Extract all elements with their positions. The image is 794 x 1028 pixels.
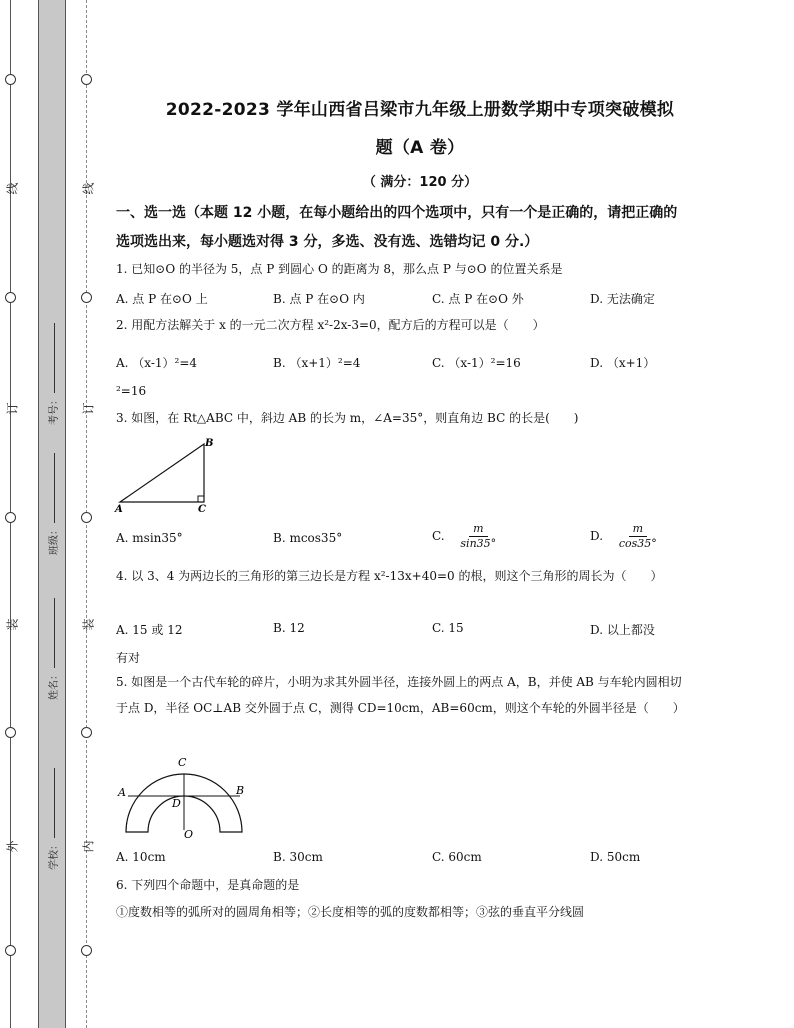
question-3-option-b: B. mcos35° <box>273 531 343 545</box>
question-5-stem: 5. 如图是一个古代车轮的碎片，小明为求其外圆半径，连接外圆上的两点 A，B，并使 AB 与车轮内圆相切于点 D，半径 OC⊥AB 交外圆于点 C，测得 CD=10cm，AB=60cm，则这个车轮的外圆半径是（ ） <box>116 675 685 715</box>
question-1-option-a: A. 点 P 在⊙O 上 <box>116 292 208 306</box>
field-school: 学校： <box>45 768 60 870</box>
figure-label-c: C <box>198 504 206 514</box>
question-2-option-c: C. （x-1）²=16 <box>432 356 521 370</box>
question-5-wheel-figure <box>114 752 254 842</box>
question-1-option-c: C. 点 P 在⊙O 外 <box>432 292 524 306</box>
section-heading: 一、选一选（本题 12 小题，在每小题给出的四个选项中，只有一个是正确的，请把正确的选项选出来，每小题选对得 3 分，多选、没有选、选错均记 0 分.） <box>116 205 678 250</box>
question-5-option-a: A. 10cm <box>116 850 166 864</box>
question-5-option-b: B. 30cm <box>273 850 323 864</box>
figure-label-b: B <box>236 784 245 797</box>
binding-hole-icon <box>81 292 92 303</box>
question-2-option-b: B. （x+1）²=4 <box>273 356 361 370</box>
question-3-option-d: D. $\frac{m}{\cos 35^\circ}$ <box>590 522 657 550</box>
binding-mark-inner: 装 <box>81 618 96 631</box>
binding-mark-outer: 外 <box>5 840 20 853</box>
page-title-continued: 题（A 卷） <box>375 138 465 158</box>
field-name: 姓名： <box>45 598 60 700</box>
figure-label-a: A <box>118 786 126 799</box>
binding-hole-icon <box>5 292 16 303</box>
question-4-option-d: D. 以上都没 <box>590 623 655 637</box>
figure-label-b: B <box>205 438 214 449</box>
question-6-statements: ①度数相等的弧所对的圆周角相等；②长度相等的弧的度数都相等；③弦的垂直平分线圆 <box>116 905 585 919</box>
field-class: 班级： <box>45 453 60 555</box>
binding-hole-icon <box>5 727 16 738</box>
figure-label-d: D <box>172 797 181 810</box>
fraction-c: $\frac{m}{\sin 35^\circ}$ <box>460 522 497 550</box>
page-title: 2022-2023 学年山西省吕梁市九年级上册数学期中专项突破模拟 <box>165 100 675 120</box>
question-4-option-a: A. 15 或 12 <box>116 623 183 637</box>
figure-label-c: C <box>178 756 187 769</box>
question-4-option-c: C. 15 <box>432 621 464 635</box>
fraction-d: $\frac{m}{\cos 35^\circ}$ <box>618 522 657 550</box>
binding-hole-icon <box>5 74 16 85</box>
score-line: （ 满分：120 分） <box>362 175 478 190</box>
binding-mark-inner: 内 <box>81 840 96 853</box>
question-4-option-d-continued: 有对 <box>116 651 141 665</box>
question-6-stem: 6. 下列四个命题中，是真命题的是 <box>116 878 300 892</box>
question-3-triangle-figure <box>112 434 216 514</box>
binding-hole-icon <box>5 945 16 956</box>
question-3-option-a: A. msin35° <box>116 531 183 545</box>
question-4-stem: 4. 以 3、4 为两边长的三角形的第三边长是方程 x²-13x+40=0 的根，则这个三角形的周长为（ ） <box>116 569 663 583</box>
binding-mark-outer: 装 <box>5 618 20 631</box>
binding-hole-icon <box>81 74 92 85</box>
question-3-stem: 3. 如图，在 Rt△ABC 中，斜边 AB 的长为 m，∠A=35°，则直角边 BC 的长是( ) <box>116 411 579 425</box>
question-1-stem: 1. 已知⊙O 的半径为 5，点 P 到圆心 O 的距离为 8，那么点 P 与⊙O 的位置关系是 <box>116 262 563 276</box>
figure-label-a: A <box>115 504 123 514</box>
binding-hole-icon <box>81 945 92 956</box>
question-3-option-c: C. $\frac{m}{\sin 35^\circ}$ <box>432 522 497 550</box>
question-2-option-d: D. （x+1） <box>590 356 656 370</box>
question-2-option-d-continued: ²=16 <box>116 384 147 398</box>
field-exam-number: 考号： <box>45 323 60 425</box>
question-5-option-c: C. 60cm <box>432 850 482 864</box>
question-1-option-d: D. 无法确定 <box>590 292 655 306</box>
question-1-option-b: B. 点 P 在⊙O 内 <box>273 292 365 306</box>
question-5-option-d: D. 50cm <box>590 850 641 864</box>
binding-mark-outer: 线 <box>5 182 20 195</box>
binding-hole-icon <box>81 512 92 523</box>
binding-hole-icon <box>81 727 92 738</box>
binding-mark-inner: 线 <box>81 182 96 195</box>
binding-hole-icon <box>5 512 16 523</box>
triangle-abc <box>120 444 204 502</box>
binding-mark-inner: 订 <box>81 402 96 415</box>
question-4-option-b: B. 12 <box>273 621 305 635</box>
question-2-option-a: A. （x-1）²=4 <box>116 356 198 370</box>
question-2-stem: 2. 用配方法解关于 x 的一元二次方程 x²-2x-3=0，配方后的方程可以是（ ） <box>116 318 545 332</box>
figure-label-o: O <box>184 828 194 841</box>
right-angle-mark <box>198 496 204 502</box>
binding-mark-outer: 订 <box>5 402 20 415</box>
